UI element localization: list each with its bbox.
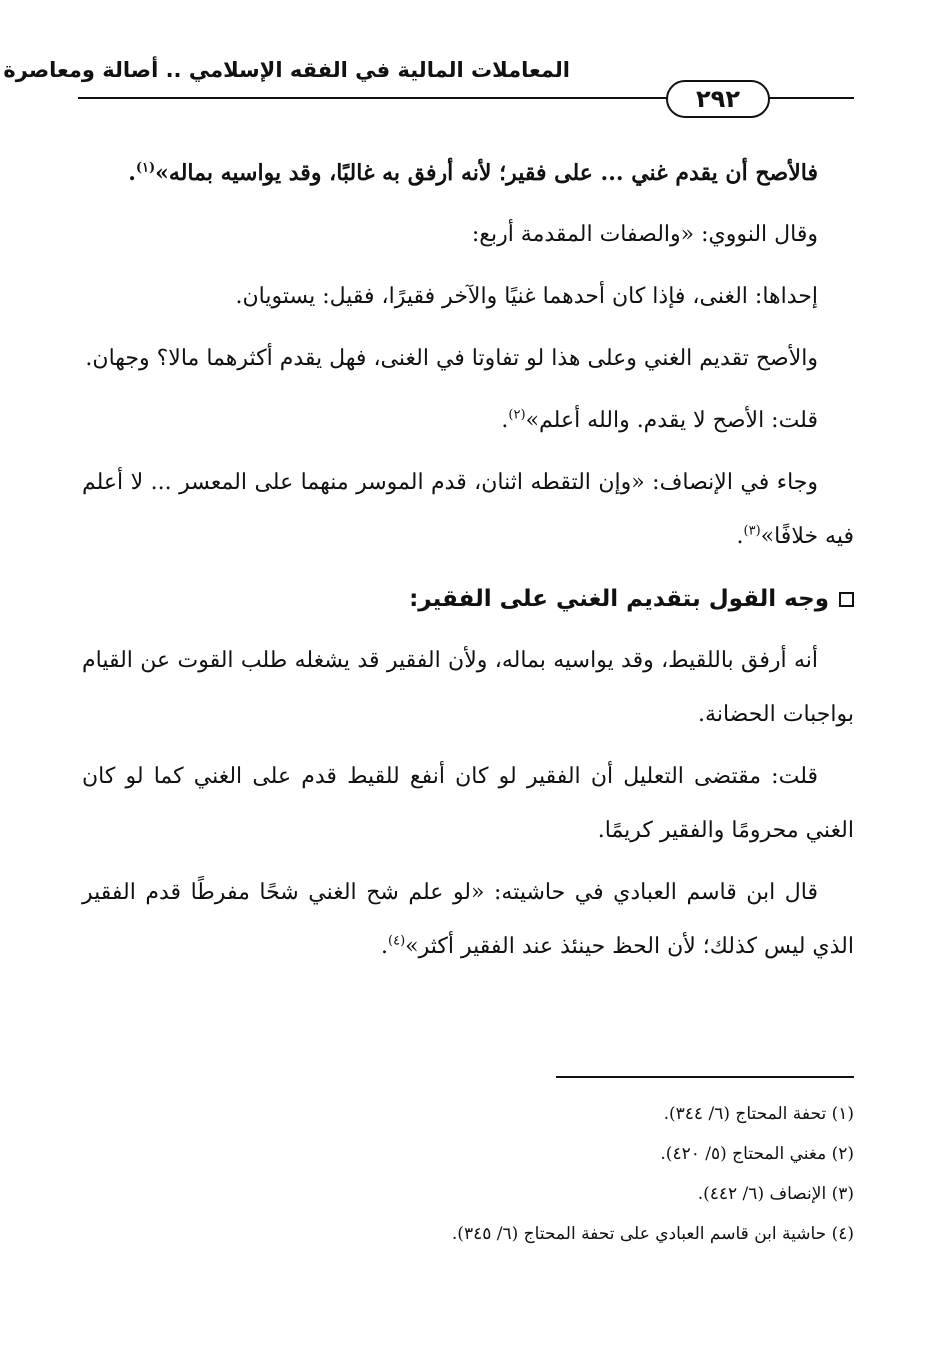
paragraph-1-end: .	[128, 160, 136, 186]
footnote-ref-1: (١)	[135, 160, 156, 176]
footnote-ref-3: (٣)	[743, 523, 761, 539]
paragraph-6-end: .	[736, 524, 744, 549]
footnote-ref-4: (٤)	[388, 933, 406, 949]
paragraph-7: أنه أرفق باللقيط، وقد يواسيه بماله، ولأن الفقير قد يشغله طلب القوت عن القيام بواجبات الحضانة.	[82, 648, 854, 727]
paragraph-1-text: فالأصح أن يقدم غني ... على فقير؛ لأنه أرفق به غالبًا، وقد يواسيه بماله»	[155, 160, 818, 186]
paragraph-5-text: قلت: الأصح لا يقدم. والله أعلم»	[525, 408, 818, 433]
footnote-separator	[556, 1076, 854, 1078]
paragraph-2: وقال النووي: «والصفات المقدمة أربع:	[471, 222, 818, 247]
footnotes	[82, 1094, 854, 1254]
paragraph-5-end: .	[501, 408, 509, 433]
footnote-2: (٢) مغني المحتاج (٥/ ٤٢٠).	[660, 1144, 854, 1164]
paragraph-6-text: وجاء في الإنصاف: «وإن التقطه اثنان، قدم الموسر منهما على المعسر ... لا أعلم فيه خلافًا»	[82, 470, 854, 549]
footnote-3: (٣) الإنصاف (٦/ ٤٤٢).	[697, 1184, 854, 1204]
running-title: المعاملات المالية في الفقه الإسلامي .. أصالة ومعاصرة	[3, 58, 570, 82]
paragraph-3: إحداها: الغنى، فإذا كان أحدهما غنيًا والآخر فقيرًا، فقيل: يستويان.	[235, 284, 818, 309]
main-text	[82, 146, 854, 982]
paragraph-6	[82, 456, 854, 564]
footnote-4: (٤) حاشية ابن قاسم العبادي على تحفة المحتاج (٦/ ٣٤٥).	[451, 1224, 854, 1244]
paragraph-9-text: قال ابن قاسم العبادي في حاشيته: «لو علم شح الغني شحًا مفرطًا قدم الفقير الذي ليس كذلك؛ لأن الحظ حينئذ عند الفقير أكثر»	[82, 880, 854, 959]
paragraph-5	[82, 394, 854, 448]
paragraph-9	[82, 866, 854, 974]
page-number: ٢٩٢	[666, 80, 770, 118]
paragraph-4: والأصح تقديم الغني وعلى هذا لو تفاوتا في الغنى، فهل يقدم أكثرهما مالا؟ وجهان.	[85, 346, 818, 371]
section-heading	[82, 572, 854, 626]
footnote-ref-2: (٢)	[508, 407, 526, 423]
section-heading-text: وجه القول بتقديم الغني على الفقير:	[409, 586, 829, 612]
paragraph-1	[82, 146, 854, 200]
paragraph-9-end: .	[381, 934, 389, 959]
square-bullet-icon	[839, 592, 854, 607]
footnote-1: (١) تحفة المحتاج (٦/ ٣٤٤).	[663, 1104, 854, 1124]
paragraph-8: قلت: مقتضى التعليل أن الفقير لو كان أنفع للقيط قدم على الغني كما لو كان الغني محرومًا والفقير كريمًا.	[82, 764, 854, 843]
